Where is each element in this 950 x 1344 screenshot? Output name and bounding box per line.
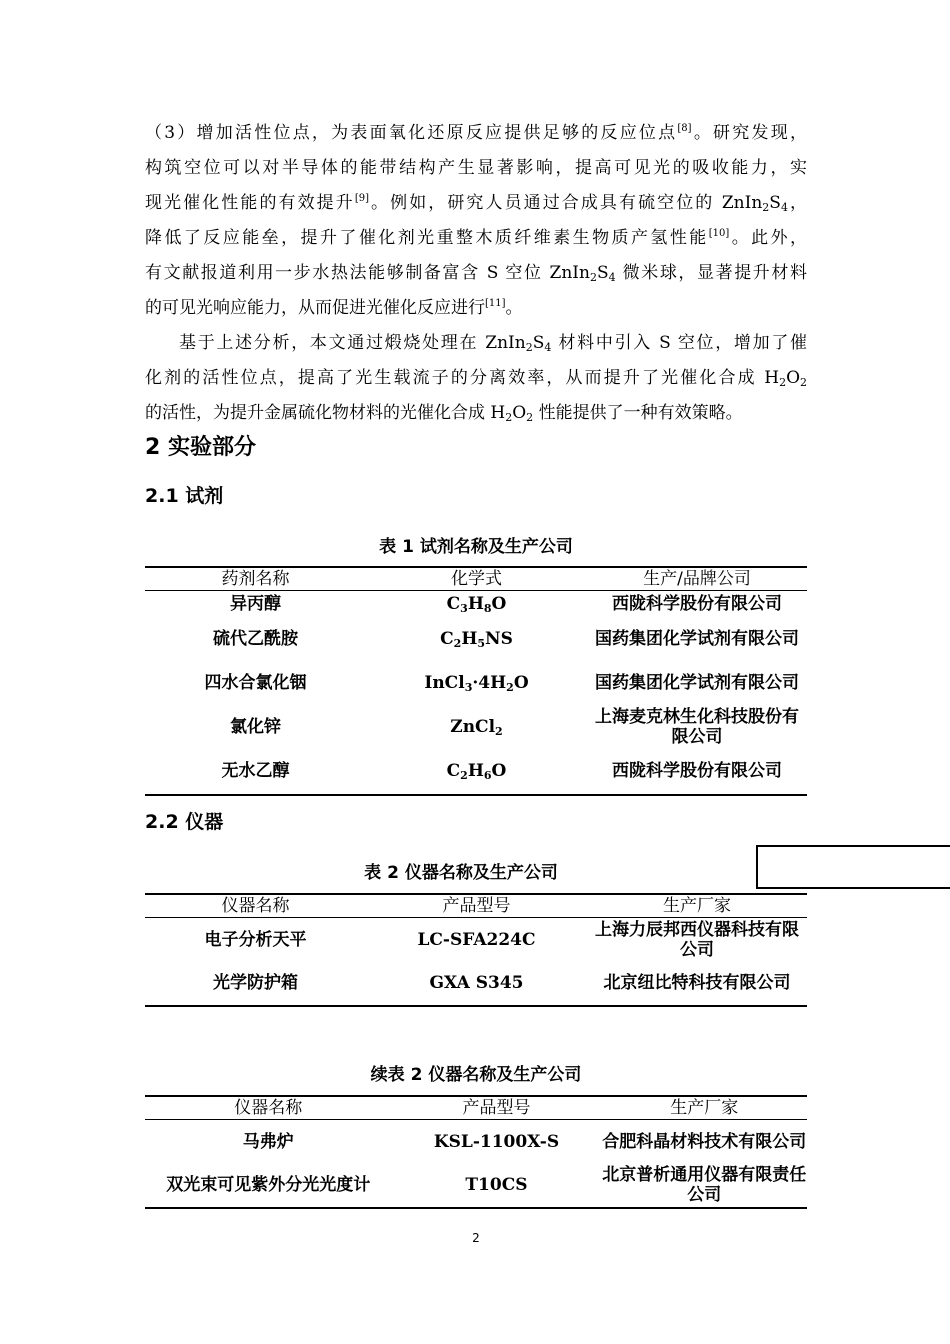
para1-line3: 现光催化性能的有效提升[9]。例如，研究人员通过合成具有硫空位的 $ZnIn_2S_4$， [145,193,808,214]
para1-line1: （3）增加活性位点，为表面氧化还原反应提供足够的反应位点[8]。研究发现， [145,123,807,143]
reagent-name: 硫代乙酰胺 [213,628,298,649]
instrument-company: 上海力辰邦西仪器科技有限公司 [595,919,799,960]
reagent-company: 国药集团化学试剂有限公司 [595,628,799,649]
instrument-company: 合肥科晶材料技术有限公司 [602,1131,807,1152]
table-row [145,591,807,617]
table-row [145,661,807,705]
reagent-name: 氯化锌 [230,716,281,737]
reagent-company: 国药集团化学试剂有限公司 [595,672,799,693]
paragraph-summary [145,326,807,431]
reagent-formula: $C_3H_8O$ [446,593,507,615]
reagent-formula: $C_2H_6O$ [366,749,587,795]
instrument-name: 双光束可见紫外分光光度计 [145,1164,391,1208]
table-header-cell: 药剂名称 [145,567,366,591]
table-header-cell: 生产/品牌公司 [587,567,807,591]
table2-continued-caption: 续表 2 仪器名称及生产公司 [370,1065,582,1085]
para2-line3: 的活性，为提升金属硫化物材料的光催化合成 $H_2O_2$ 性能提供了一种有效策略。 [145,403,743,424]
instruments-table-continued [145,1095,807,1209]
table-row [145,617,807,661]
table-header-cell: 仪器名称 [145,894,366,918]
table-row [145,918,807,962]
reagent-name: 四水合氯化铟 [204,672,307,693]
section-heading-experimental: 2 实验部分 [145,435,256,460]
instrument-company: 北京普析通用仪器有限责任公司 [601,1164,807,1208]
table-header-row [145,567,807,591]
instrument-model: LC-SFA224C [417,929,536,950]
section-heading-reagents: 2.1 试剂 [145,485,224,507]
para1-line6: 的可见光响应能力，从而促进光催化反应进行[11]。 [145,298,523,318]
table-header-cell: 产品型号 [391,1096,601,1120]
para2-line1: 基于上述分析，本文通过煅烧处理在 $ZnIn_2S_4$ 材料中引入 S 空位，增加了催 [179,333,808,354]
reagent-formula: $C_2H_5NS$ [440,628,513,650]
instrument-name: 电子分析天平 [204,929,307,950]
reagents-table [145,566,807,796]
table1-caption: 表 1 试剂名称及生产公司 [379,537,573,557]
table-header-cell: 仪器名称 [145,1096,391,1120]
instruments-table [145,893,807,1007]
table-row [145,1120,807,1164]
instrument-model: GXA S345 [366,962,587,1006]
table-row [145,1164,807,1208]
table-row [145,705,807,749]
reagent-company: 西陇科学股份有限公司 [612,593,782,614]
table-header-row [145,894,807,918]
para1-line5: 有文献报道利用一步水热法能够制备富含 S 空位 $ZnIn_2S_4$ 微米球，显著提升材料 [145,263,807,284]
reagent-name: 异丙醇 [230,593,281,614]
para1-line2: 构筑空位可以对半导体的能带结构产生显著影响，提高可见光的吸收能力，实 [145,158,807,178]
table-header-cell: 生产厂家 [587,894,807,918]
reagent-formula: $InCl_3\cdot 4H_2O$ [424,672,529,694]
instrument-model: T10CS [391,1164,601,1208]
reagent-formula: ZnCl$_2$ [450,716,503,738]
reagent-company: 上海麦克林生化科技股份有限公司 [595,706,799,747]
table-header-cell: 化学式 [366,567,587,591]
table2-caption: 表 2 仪器名称及生产公司 [364,863,558,883]
table-header-row [145,1096,807,1120]
paragraph-vacancy-effects [145,116,807,326]
table-row [145,962,807,1006]
instrument-company: 北京纽比特科技有限公司 [587,962,807,1006]
instrument-name: 马弗炉 [242,1131,294,1152]
instrument-name: 光学防护箱 [145,962,366,1006]
table-header-cell: 产品型号 [366,894,587,918]
reagent-company: 西陇科学股份有限公司 [587,749,807,795]
page-number: 2 [472,1231,480,1245]
table-header-cell: 生产厂家 [601,1096,807,1120]
reagent-name: 无水乙醇 [145,749,366,795]
section-heading-instruments: 2.2 仪器 [145,811,224,833]
para1-line4: 降低了反应能垒，提升了催化剂光重整木质纤维素生物质产氢性能[10]。此外， [145,228,808,248]
para2-line2: 化剂的活性位点，提高了光生载流子的分离效率，从而提升了光催化合成 $H_2O_2$ [145,368,807,389]
instrument-model: KSL-1100X-S [433,1131,560,1152]
table-row [145,749,807,795]
